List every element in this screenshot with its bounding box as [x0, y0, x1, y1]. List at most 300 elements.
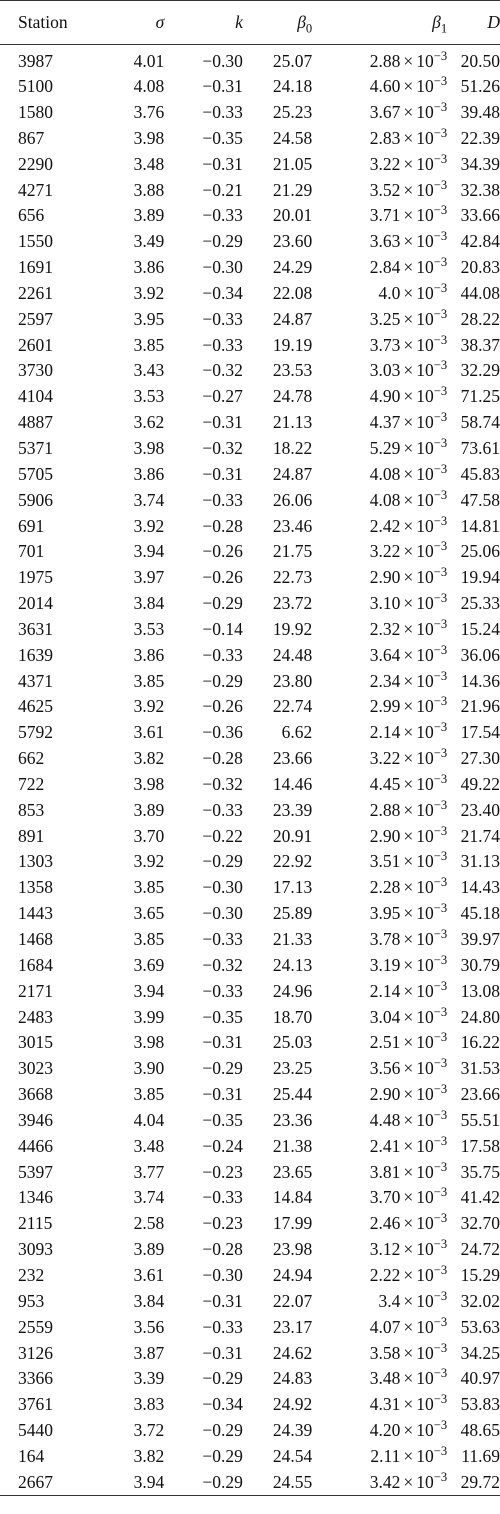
beta1-value — [370, 1443, 448, 1466]
cell-sigma: 4.01 — [133, 50, 165, 71]
table-row — [0, 488, 500, 514]
times-symbol: × — [403, 1135, 414, 1156]
beta1-exponent: −3 — [433, 306, 448, 321]
cell-beta1 — [312, 1082, 447, 1108]
cell-k: −0.31 — [202, 463, 243, 484]
beta1-mantissa: 3.70 — [369, 1187, 401, 1208]
table-row — [0, 307, 500, 333]
cell-beta1 — [312, 1108, 447, 1134]
cell-beta0: 23.17 — [272, 1316, 313, 1337]
cell-sigma: 3.61 — [133, 722, 165, 743]
cell-beta0: 24.55 — [243, 1470, 312, 1496]
times-symbol: × — [403, 877, 414, 898]
cell-k: −0.28 — [202, 515, 243, 536]
cell-d: 19.94 — [460, 567, 500, 588]
cell-sigma: 3.77 — [133, 1161, 165, 1182]
beta1-exponent: −3 — [433, 1237, 448, 1252]
cell-station: 164 — [18, 1445, 45, 1466]
table-row — [0, 1470, 500, 1496]
beta1-mantissa: 3.22 — [369, 541, 401, 562]
beta1-base: 10 — [416, 799, 434, 820]
cell-sigma: 3.43 — [133, 360, 165, 381]
cell-sigma: 3.86 — [133, 644, 165, 665]
cell-k: −0.29 — [202, 851, 243, 872]
beta1-base: 10 — [416, 1342, 434, 1363]
cell-beta1 — [312, 979, 447, 1005]
beta1-value — [369, 1108, 448, 1130]
beta1-exponent: −3 — [433, 1443, 448, 1458]
cell-d: 17.58 — [460, 1135, 500, 1156]
cell-beta1 — [312, 1056, 447, 1082]
beta1-base: 10 — [416, 489, 434, 510]
cell-k: −0.23 — [202, 1161, 243, 1182]
cell-beta1 — [312, 126, 447, 152]
beta1-base: 10 — [416, 773, 434, 794]
cell-sigma: 3.48 — [133, 1135, 165, 1156]
beta1-value — [369, 952, 448, 975]
cell-d: 55.51 — [460, 1109, 500, 1130]
cell-k: −0.33 — [202, 308, 243, 329]
cell-k: −0.33 — [202, 980, 243, 1001]
cell-beta0: 23.46 — [272, 515, 313, 536]
beta1-value — [369, 74, 448, 97]
cell-station: 2597 — [18, 308, 53, 329]
cell-k: −0.28 — [202, 748, 243, 769]
cell-beta0: 24.48 — [272, 644, 313, 665]
cell-d: 35.75 — [460, 1161, 500, 1182]
cell-sigma: 3.82 — [133, 748, 165, 769]
cell-k: −0.29 — [202, 670, 243, 691]
beta1-exponent: −3 — [433, 694, 448, 709]
beta1-mantissa: 3.22 — [369, 748, 401, 769]
beta1-exponent: −3 — [433, 1108, 448, 1122]
table-row — [0, 668, 500, 694]
cell-station: 5397 — [18, 1161, 53, 1182]
table-row — [0, 45, 500, 75]
table-row — [0, 1159, 500, 1185]
cell-beta0: 24.87 — [272, 463, 313, 484]
table-row — [0, 1392, 500, 1418]
beta1-exponent: −3 — [433, 255, 448, 270]
cell-station: 691 — [18, 515, 45, 536]
beta1-mantissa: 5.29 — [369, 437, 401, 458]
header-beta1-symbol: β — [432, 12, 441, 32]
times-symbol: × — [403, 903, 414, 924]
times-symbol: × — [403, 1187, 414, 1208]
cell-station: 1580 — [18, 102, 53, 123]
cell-k: −0.31 — [202, 1342, 243, 1363]
times-symbol: × — [403, 696, 414, 717]
table-row — [0, 617, 500, 643]
cell-beta0: 25.89 — [272, 903, 313, 924]
cell-beta1 — [312, 1004, 447, 1030]
table-row — [0, 126, 500, 152]
table-row — [0, 281, 500, 307]
cell-d: 29.72 — [447, 1470, 500, 1496]
beta1-value — [369, 1418, 448, 1441]
beta1-exponent: −3 — [433, 461, 448, 476]
cell-sigma: 4.04 — [133, 1109, 165, 1130]
table-row — [0, 591, 500, 617]
cell-sigma: 3.89 — [133, 799, 165, 820]
beta1-base: 10 — [416, 567, 434, 588]
beta1-exponent: −3 — [433, 1056, 448, 1071]
cell-beta0: 14.46 — [272, 773, 313, 794]
beta1-exponent: −3 — [433, 487, 448, 502]
cell-beta1 — [312, 1340, 447, 1366]
cell-d: 24.72 — [460, 1239, 500, 1260]
cell-d: 39.97 — [460, 929, 500, 950]
table-row — [0, 1444, 500, 1470]
times-symbol: × — [403, 593, 414, 614]
times-symbol: × — [403, 127, 414, 148]
cell-sigma: 3.53 — [133, 618, 165, 639]
cell-beta0: 24.54 — [272, 1445, 313, 1466]
cell-beta1 — [312, 772, 447, 798]
cell-k: −0.32 — [202, 773, 243, 794]
cell-sigma: 3.87 — [133, 1342, 165, 1363]
cell-station: 2115 — [18, 1213, 53, 1234]
cell-d: 53.63 — [460, 1316, 500, 1337]
cell-k: −0.29 — [202, 231, 243, 252]
cell-beta0: 24.58 — [272, 127, 313, 148]
beta1-mantissa: 2.14 — [369, 722, 401, 743]
times-symbol: × — [403, 76, 414, 97]
beta1-mantissa: 3.63 — [369, 231, 401, 252]
cell-beta0: 19.92 — [272, 618, 313, 639]
cell-beta0: 21.75 — [272, 541, 313, 562]
table-row — [0, 358, 500, 384]
cell-k: −0.22 — [202, 825, 243, 846]
cell-beta1 — [312, 1211, 447, 1237]
beta1-base: 10 — [416, 1032, 434, 1053]
beta1-mantissa: 2.14 — [369, 980, 401, 1001]
header-beta1-subscript: 1 — [440, 21, 448, 36]
beta1-base: 10 — [416, 593, 434, 614]
beta1-value — [369, 306, 448, 329]
beta1-base: 10 — [416, 696, 434, 717]
cell-beta1 — [312, 1392, 447, 1418]
times-symbol: × — [403, 1006, 414, 1027]
beta1-exponent: −3 — [433, 642, 448, 657]
header-station: Station — [0, 1, 107, 45]
times-symbol: × — [403, 567, 414, 588]
beta1-mantissa: 2.11 — [370, 1445, 401, 1466]
cell-beta0: 24.78 — [272, 386, 313, 407]
beta1-mantissa: 3.67 — [369, 102, 401, 123]
beta1-mantissa: 2.32 — [369, 618, 401, 639]
cell-station: 891 — [18, 825, 45, 846]
cell-sigma: 3.84 — [133, 1290, 165, 1311]
cell-d: 45.83 — [460, 463, 500, 484]
cell-beta0: 23.53 — [272, 360, 313, 381]
beta1-exponent: −3 — [433, 978, 448, 993]
cell-station: 656 — [18, 205, 45, 226]
beta1-base: 10 — [416, 644, 434, 665]
cell-k: −0.31 — [202, 1084, 243, 1105]
cell-k: −0.32 — [202, 437, 243, 458]
cell-station: 2290 — [18, 153, 53, 174]
cell-sigma: 3.74 — [133, 489, 165, 510]
beta1-mantissa: 4.37 — [369, 412, 401, 433]
cell-beta1 — [312, 1470, 447, 1496]
beta1-exponent: −3 — [433, 746, 448, 761]
cell-beta0: 23.60 — [272, 231, 313, 252]
beta1-exponent: −3 — [433, 849, 448, 864]
cell-d: 14.36 — [460, 670, 500, 691]
cell-sigma: 3.92 — [133, 696, 165, 717]
beta1-exponent: −3 — [433, 1030, 448, 1045]
table-row — [0, 1366, 500, 1392]
cell-d: 31.13 — [460, 851, 500, 872]
cell-beta1 — [312, 229, 447, 255]
cell-sigma: 3.85 — [133, 334, 165, 355]
times-symbol: × — [403, 412, 414, 433]
table-row — [0, 229, 500, 255]
table-row — [0, 694, 500, 720]
table-row — [0, 927, 500, 953]
cell-station: 1303 — [18, 851, 53, 872]
table-row — [0, 1418, 500, 1444]
beta1-value — [369, 513, 448, 536]
cell-station: 2261 — [18, 282, 53, 303]
cell-beta0: 17.99 — [272, 1213, 313, 1234]
table-row — [0, 1108, 500, 1134]
cell-station: 1975 — [18, 567, 53, 588]
table-row — [0, 1340, 500, 1366]
cell-d: 25.06 — [460, 541, 500, 562]
beta1-mantissa: 3.4 — [378, 1290, 401, 1311]
beta1-exponent: −3 — [433, 358, 448, 373]
beta1-exponent: −3 — [433, 177, 448, 192]
cell-sigma: 3.56 — [133, 1316, 165, 1337]
cell-beta1 — [312, 823, 447, 849]
cell-station: 1358 — [18, 877, 53, 898]
cell-beta0: 25.03 — [272, 1032, 313, 1053]
beta1-mantissa: 4.45 — [369, 773, 401, 794]
header-beta0-subscript: 0 — [305, 21, 313, 36]
cell-station: 2171 — [18, 980, 53, 1001]
beta1-exponent: −3 — [433, 410, 448, 425]
times-symbol: × — [403, 644, 414, 665]
cell-k: −0.34 — [202, 282, 243, 303]
table-row — [0, 875, 500, 901]
beta1-mantissa: 3.95 — [369, 903, 401, 924]
cell-station: 953 — [18, 1290, 45, 1311]
cell-sigma: 3.92 — [133, 515, 165, 536]
cell-beta0: 21.13 — [272, 412, 313, 433]
cell-beta0: 17.13 — [272, 877, 313, 898]
table-row — [0, 74, 500, 100]
beta1-value — [378, 281, 448, 303]
cell-station: 3366 — [18, 1368, 53, 1389]
cell-beta0: 24.96 — [272, 980, 313, 1001]
cell-beta0: 23.66 — [272, 748, 313, 769]
table-row — [0, 565, 500, 591]
cell-d: 11.69 — [461, 1445, 500, 1466]
times-symbol: × — [403, 463, 414, 484]
times-symbol: × — [403, 1420, 414, 1441]
beta1-value — [369, 1159, 448, 1182]
cell-station: 2601 — [18, 334, 53, 355]
cell-beta1 — [312, 720, 447, 746]
cell-station: 3631 — [18, 618, 53, 639]
cell-beta1 — [312, 1159, 447, 1185]
cell-d: 22.39 — [460, 127, 500, 148]
cell-d: 51.26 — [460, 76, 500, 97]
cell-beta0: 25.23 — [272, 102, 313, 123]
cell-beta0: 24.83 — [272, 1368, 313, 1389]
beta1-exponent: −3 — [433, 203, 448, 218]
cell-station: 2667 — [0, 1470, 107, 1496]
cell-beta1 — [312, 436, 447, 462]
cell-beta1 — [312, 1418, 447, 1444]
beta1-base: 10 — [416, 954, 434, 975]
times-symbol: × — [403, 1213, 414, 1234]
cell-k: −0.29 — [202, 1420, 243, 1441]
beta1-exponent: −3 — [433, 436, 448, 451]
cell-beta1 — [312, 462, 447, 488]
beta1-exponent: −3 — [433, 281, 448, 295]
table-row — [0, 203, 500, 229]
times-symbol: × — [403, 1471, 414, 1492]
beta1-value — [369, 1340, 448, 1363]
cell-d: 20.50 — [460, 50, 500, 71]
table-row — [0, 436, 500, 462]
beta1-value — [369, 1237, 448, 1260]
cell-beta1 — [312, 668, 447, 694]
beta1-mantissa: 3.10 — [369, 593, 401, 614]
times-symbol: × — [403, 1084, 414, 1105]
cell-station: 4371 — [18, 670, 53, 691]
beta1-mantissa: 4.0 — [378, 282, 401, 303]
cell-sigma: 3.39 — [133, 1368, 165, 1389]
cell-beta1 — [312, 849, 447, 875]
beta1-value — [369, 565, 448, 588]
beta1-base: 10 — [416, 1213, 434, 1234]
beta1-base: 10 — [416, 257, 434, 278]
cell-sigma: 3.85 — [133, 877, 165, 898]
beta1-mantissa: 3.64 — [369, 644, 401, 665]
beta1-mantissa: 4.60 — [369, 76, 401, 97]
cell-d: 14.43 — [460, 877, 500, 898]
table-row — [0, 1004, 500, 1030]
table-row — [0, 177, 500, 203]
table-row — [0, 979, 500, 1005]
cell-d: 47.58 — [460, 489, 500, 510]
cell-sigma: 3.92 — [133, 282, 165, 303]
cell-station: 3987 — [18, 50, 53, 71]
cell-beta0: 24.94 — [272, 1264, 313, 1285]
cell-station: 662 — [18, 748, 45, 769]
cell-beta1 — [312, 488, 447, 514]
times-symbol: × — [403, 257, 414, 278]
cell-k: −0.29 — [164, 1470, 243, 1496]
cell-beta1 — [312, 1315, 447, 1341]
cell-d: 16.22 — [460, 1032, 500, 1053]
cell-d: 31.53 — [460, 1058, 500, 1079]
times-symbol: × — [403, 1368, 414, 1389]
cell-station: 2014 — [18, 593, 53, 614]
beta1-base: 10 — [416, 360, 434, 381]
table-row — [0, 1134, 500, 1160]
cell-sigma: 3.69 — [133, 954, 165, 975]
cell-d: 32.29 — [460, 360, 500, 381]
cell-beta0: 18.22 — [272, 437, 313, 458]
cell-station: 1468 — [18, 929, 53, 950]
cell-beta1 — [312, 45, 447, 75]
cell-sigma: 3.90 — [133, 1058, 165, 1079]
beta1-mantissa: 2.90 — [369, 825, 401, 846]
cell-k: −0.26 — [202, 541, 243, 562]
times-symbol: × — [403, 334, 414, 355]
beta1-exponent: −3 — [433, 384, 448, 399]
table-row — [0, 1211, 500, 1237]
cell-station: 1684 — [18, 954, 53, 975]
beta1-mantissa: 2.22 — [369, 1264, 401, 1285]
beta1-base: 10 — [416, 412, 434, 433]
cell-k: −0.34 — [202, 1394, 243, 1415]
cell-k: −0.31 — [202, 153, 243, 174]
beta1-value — [369, 668, 448, 691]
cell-d: 17.54 — [460, 722, 500, 743]
beta1-base: 10 — [416, 1084, 434, 1105]
cell-beta0: 22.08 — [272, 282, 313, 303]
cell-sigma: 3.83 — [133, 1394, 165, 1415]
beta1-mantissa: 3.51 — [369, 851, 401, 872]
cell-d: 25.33 — [460, 593, 500, 614]
beta1-base: 10 — [416, 1471, 434, 1492]
beta1-exponent: −3 — [433, 1314, 448, 1329]
beta1-exponent: −3 — [433, 901, 448, 916]
cell-station: 3093 — [18, 1239, 53, 1260]
cell-beta0: 24.87 — [272, 308, 313, 329]
table-row — [0, 901, 500, 927]
cell-sigma: 3.85 — [133, 1084, 165, 1105]
cell-sigma: 3.94 — [133, 541, 165, 562]
cell-beta1 — [312, 100, 447, 126]
cell-d: 49.22 — [460, 773, 500, 794]
beta1-base: 10 — [416, 851, 434, 872]
cell-k: −0.30 — [202, 903, 243, 924]
cell-beta0: 19.19 — [272, 334, 313, 355]
beta1-value — [369, 539, 448, 562]
beta1-exponent: −3 — [433, 720, 448, 735]
times-symbol: × — [403, 1032, 414, 1053]
beta1-exponent: −3 — [433, 591, 448, 606]
cell-k: −0.31 — [202, 1290, 243, 1311]
beta1-base: 10 — [416, 1290, 434, 1311]
cell-station: 5371 — [18, 437, 53, 458]
times-symbol: × — [403, 1316, 414, 1337]
cell-sigma: 3.98 — [133, 773, 165, 794]
cell-d: 53.83 — [460, 1394, 500, 1415]
beta1-exponent: −3 — [433, 1004, 448, 1019]
beta1-base: 10 — [416, 1006, 434, 1027]
times-symbol: × — [403, 50, 414, 71]
beta1-exponent: −3 — [433, 1211, 448, 1226]
cell-sigma: 3.48 — [133, 153, 165, 174]
beta1-value — [369, 591, 448, 614]
times-symbol: × — [403, 799, 414, 820]
beta1-exponent: −3 — [433, 1340, 448, 1355]
cell-sigma: 3.72 — [133, 1420, 165, 1441]
beta1-base: 10 — [416, 877, 434, 898]
cell-k: −0.29 — [202, 1058, 243, 1079]
cell-d: 13.08 — [460, 980, 500, 1001]
cell-beta1 — [312, 875, 447, 901]
cell-beta1 — [312, 1030, 447, 1056]
